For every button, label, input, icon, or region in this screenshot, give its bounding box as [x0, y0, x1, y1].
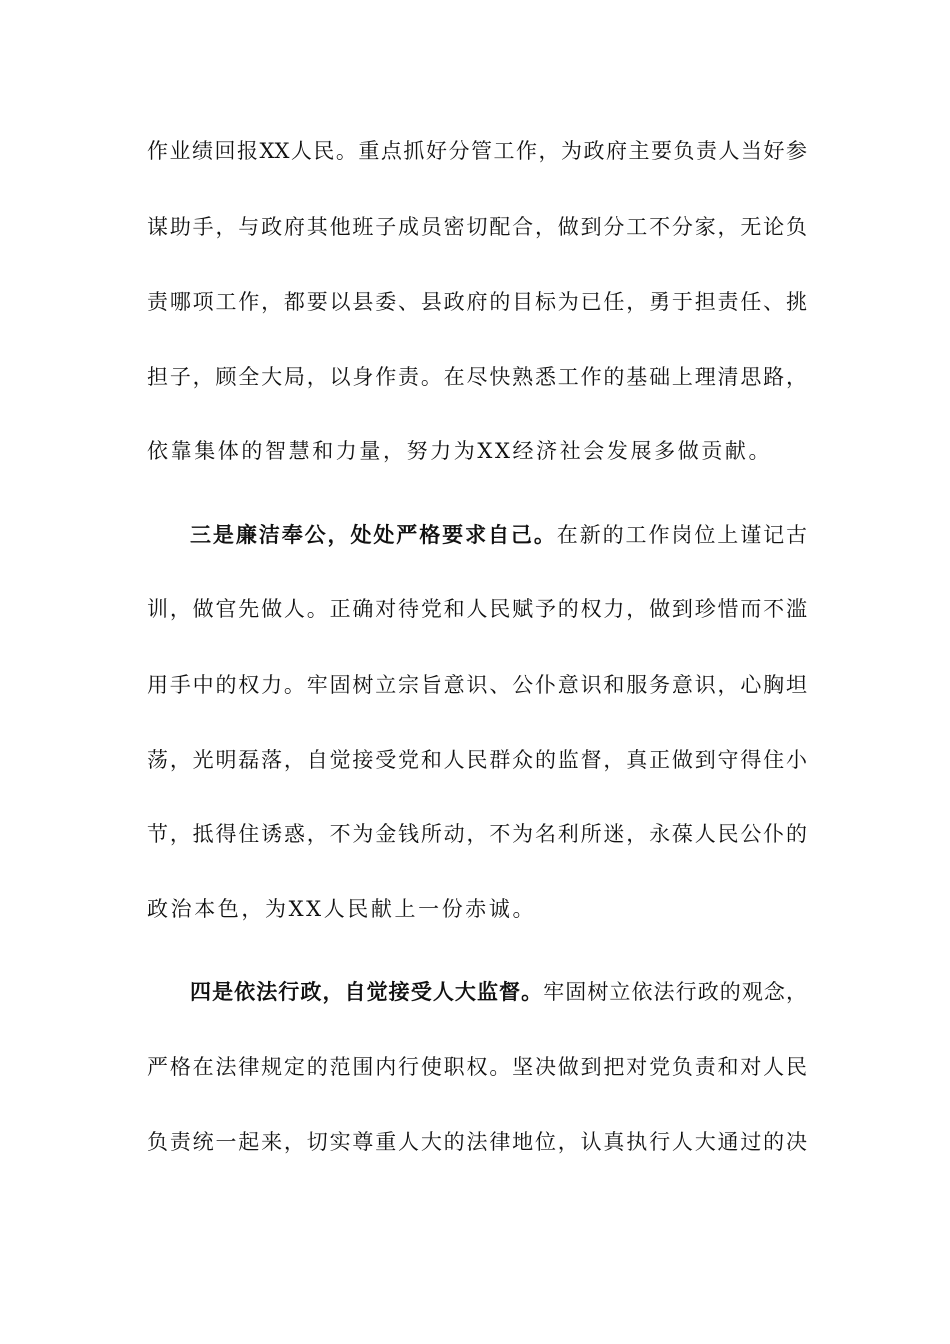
paragraph-3-line-1	[190, 977, 807, 1007]
paragraph-1-line-2: 谋助手，与政府其他班子成员密切配合，做到分工不分家，无论负	[147, 215, 807, 239]
paragraph-3-first-line-text: 牢固树立依法行政的观念，	[543, 980, 808, 1004]
paragraph-2-line-4: 荡，光明磊落，自觉接受党和人民群众的监督，真正做到守得住小	[147, 748, 807, 772]
paragraph-2-line-3: 用手中的权力。牢固树立宗旨意识、公仆意识和服务意识，心胸坦	[147, 673, 807, 697]
paragraph-1-line-4: 担子，顾全大局，以身作责。在尽快熟悉工作的基础上理清思路，	[147, 365, 807, 389]
paragraph-3-line-2: 严格在法律规定的范围内行使职权。坚决做到把对党负责和对人民	[147, 1055, 807, 1079]
paragraph-2-line-5: 节，抵得住诱惑，不为金钱所动，不为名利所迷，永葆人民公仆的	[147, 822, 807, 846]
paragraph-1-line-5: 依靠集体的智慧和力量，努力为XX经济社会发展多做贡献。	[147, 439, 773, 463]
paragraph-1-line-1: 作业绩回报XX人民。重点抓好分管工作，为政府主要负责人当好参	[147, 139, 807, 163]
paragraph-3-heading: 四是依法行政，自觉接受人大监督。	[190, 979, 544, 1004]
paragraph-2-first-line-text: 在新的工作岗位上谨记古	[556, 523, 808, 547]
paragraph-1-line-3: 责哪项工作，都要以县委、县政府的目标为已任，勇于担责任、挑	[147, 290, 807, 314]
paragraph-3-line-3: 负责统一起来，切实尊重人大的法律地位，认真执行人大通过的决	[147, 1130, 807, 1154]
paragraph-2-heading: 三是廉洁奉公，处处严格要求自己。	[190, 522, 557, 547]
paragraph-2-line-2: 训，做官先做人。正确对待党和人民赋予的权力，做到珍惜而不滥	[147, 597, 807, 621]
paragraph-2-line-1	[190, 520, 807, 550]
paragraph-2-line-6: 政治本色，为XX人民献上一份赤诚。	[147, 897, 537, 921]
